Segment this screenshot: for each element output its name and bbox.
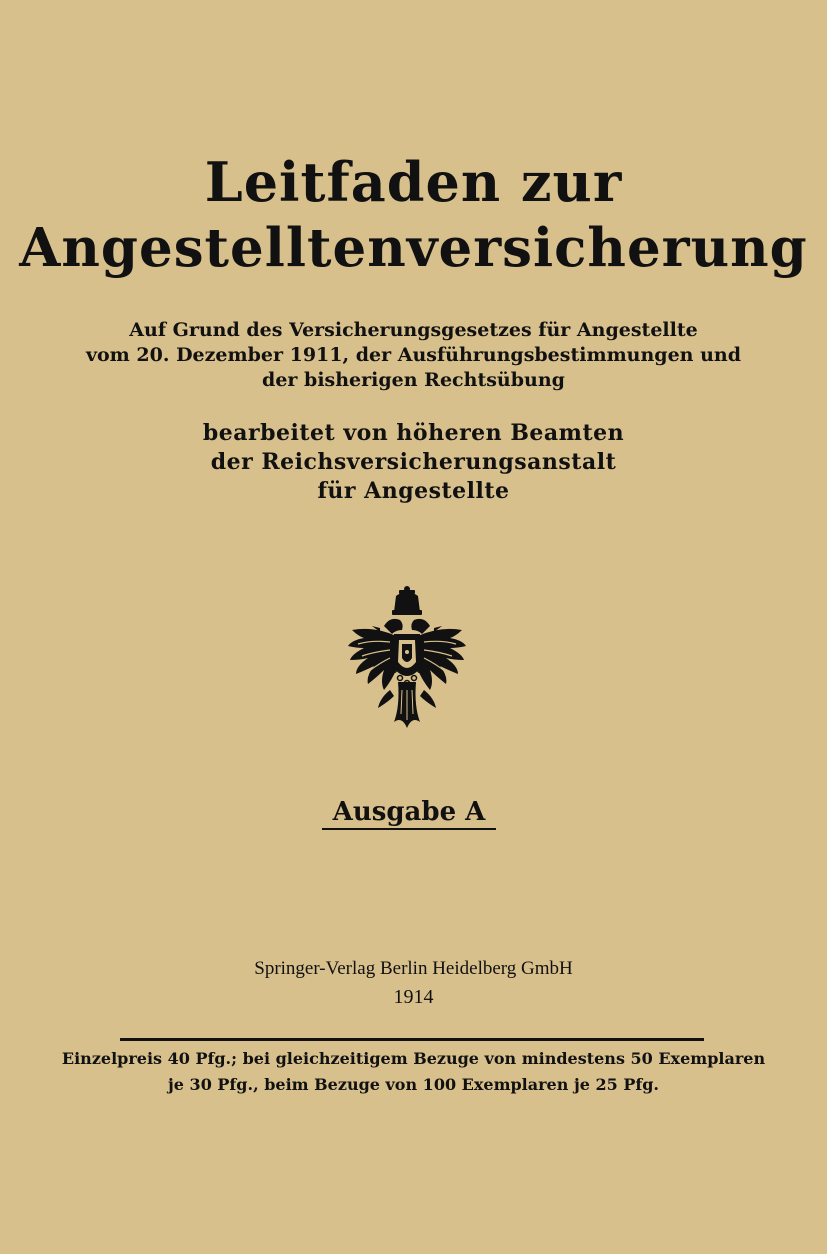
price-line-2: je 30 Pfg., beim Bezuge von 100 Exemplaren je 25 Pfg. <box>168 1075 659 1094</box>
authors-line-2: der Reichsversicherungsanstalt <box>210 449 617 475</box>
price-line-1: Einzelpreis 40 Pfg.; bei gleichzeitigem Bezuge von mindestens 50 Exemplaren <box>61 1049 766 1068</box>
authors-line-1: bearbeitet von höheren Beamten <box>202 420 625 446</box>
publication-year: 1914 <box>393 986 434 1008</box>
edition-underline <box>322 828 496 830</box>
title-line-1: Leitfaden zur <box>204 150 623 214</box>
publisher-name: Springer-Verlag Berlin Heidelberg GmbH <box>254 958 573 979</box>
subtitle-line-1: Auf Grund des Versicherungsgesetzes für Angestellte <box>129 319 698 341</box>
edition-label: Ausgabe A <box>332 797 486 827</box>
title-line-2: Angestelltenversicherung <box>19 217 808 279</box>
authors-line-3: für Angestellte <box>317 478 510 504</box>
subtitle-line-3: der bisherigen Rechtsübung <box>262 369 565 391</box>
imperial-eagle-icon <box>344 586 470 732</box>
subtitle-line-2: vom 20. Dezember 1911, der Ausführungsbestimmungen und <box>85 344 742 366</box>
price-divider <box>120 1038 704 1041</box>
